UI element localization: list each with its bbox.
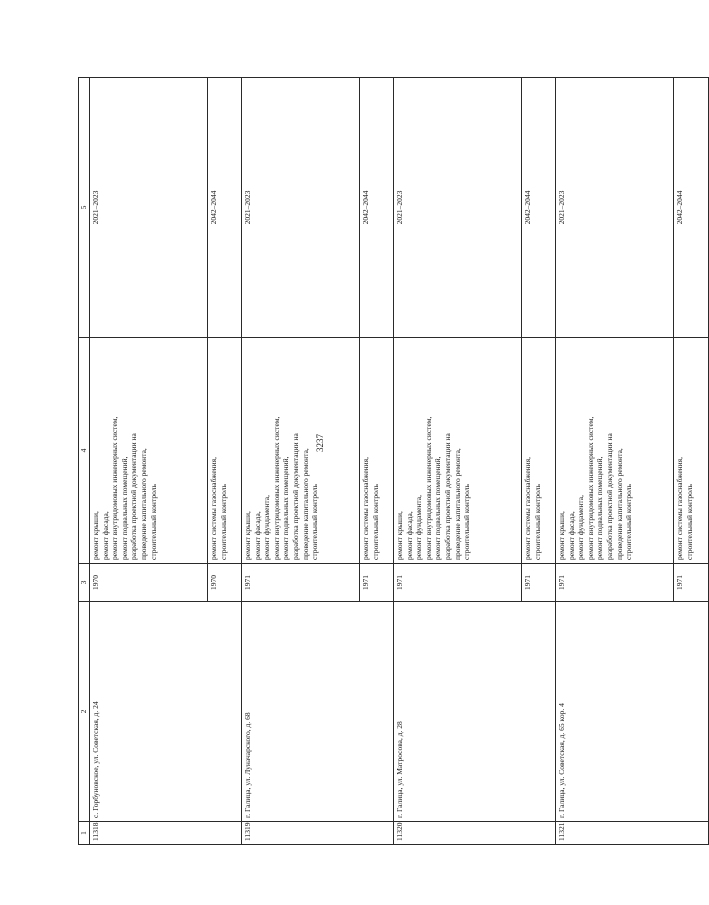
record-number: 11319. [242,822,394,845]
repair-work-item: разработка проектной документации на [129,433,139,560]
table-row [90,78,208,845]
repair-work-item: ремонт фасада, [566,511,576,560]
repair-work-item: проведение капитального ремонта, [300,448,310,560]
table-row [242,78,360,845]
repair-work-item: ремонт внутридомовых инженерных систем, [271,416,281,560]
repair-work-item: ремонт фундамента, [576,495,586,560]
repair-work-item: строительный контроль [370,484,380,560]
repair-work-item: проведение капитального ремонта, [452,448,462,560]
record-number: 11318. [90,822,242,845]
commissioning-year: 1970 [90,564,208,602]
repair-work-item: строительный контроль [684,484,694,560]
table-body [90,78,709,845]
repair-work-item: ремонт подвальных помещений, [281,456,291,560]
header-row [79,78,90,845]
column-header-4: 4 [79,338,90,564]
repair-work-item: ремонт фундамента, [262,495,272,560]
repair-work-item: ремонт фасада, [252,511,262,560]
record-address: г. Галица, ул. Матросова, д. 28 [394,602,556,822]
repair-work-item: ремонт системы газоснабжения, [209,456,218,560]
repair-works-list [208,338,242,564]
repair-work-item: ремонт внутридомовых инженерных систем, [423,416,433,560]
repair-works-list [90,338,208,564]
repair-works-list [556,338,674,564]
page-number: 3237 [315,434,325,452]
commissioning-year: 1970 [208,564,242,602]
repair-period: 2042–2044 [208,78,242,338]
repair-work-item: строительный контроль [218,484,228,560]
table-row [556,78,674,845]
repair-work-item: ремонт системы газоснабжения, [361,456,370,560]
repair-work-item: строительный контроль [310,484,320,560]
repair-works-list [360,338,394,564]
repair-work-item: ремонт фундамента, [414,495,424,560]
rotated-table-container [78,78,694,845]
repair-work-item: ремонт системы газоснабжения, [523,456,532,560]
repair-work-item: строительный контроль [148,484,158,560]
column-header-1: 1 [79,822,90,845]
record-address: с. Горбуновское, ул. Советская, д. 24 [90,602,242,822]
commissioning-year: 1971 [556,564,674,602]
document-table-area [78,78,694,845]
repair-work-item: ремонт крыши, [557,511,566,560]
repair-work-item: проведение капитального ремонта, [614,448,624,560]
repair-work-item: ремонт системы газоснабжения, [675,456,684,560]
repair-period: 2042–2044 [522,78,556,338]
commissioning-year: 1971 [522,564,556,602]
record-number: 11321. [556,822,709,845]
repair-works-list [522,338,556,564]
repair-work-item: проведение капитального ремонта, [138,448,148,560]
commissioning-year: 1971 [674,564,709,602]
column-header-2: 2 [79,602,90,822]
repair-works-list [394,338,522,564]
repair-work-item: ремонт крыши, [395,511,404,560]
repair-period: 2021–2023 [556,78,674,338]
repair-period: 2021–2023 [242,78,360,338]
record-number: 11320. [394,822,556,845]
repair-work-item: разработка проектной документации на [290,433,300,560]
repair-work-item: строительный контроль [462,484,472,560]
repair-work-item: ремонт крыши, [243,511,252,560]
repair-work-item: строительный контроль [532,484,542,560]
table-row [394,78,522,845]
repair-work-item: разработка проектной документации на [442,433,452,560]
repair-period: 2021–2023 [90,78,208,338]
capital-repair-table [78,77,709,845]
repair-work-item: ремонт фасада, [100,511,110,560]
repair-work-item: ремонт подвальных помещений, [119,456,129,560]
record-address: г. Галица, ул. Советская, д. 65 кор. 4 [556,602,709,822]
repair-work-item: ремонт внутридомовых инженерных систем, [585,416,595,560]
repair-work-item: строительный контроль [624,484,634,560]
record-address: г. Галица, ул. Луначарского, д. 68 [242,602,394,822]
repair-work-item: разработка проектной документации на [604,433,614,560]
repair-period: 2021–2023 [394,78,522,338]
column-header-5: 5 [79,78,90,338]
repair-works-list [674,338,709,564]
commissioning-year: 1971 [360,564,394,602]
repair-work-item: ремонт фасада, [404,511,414,560]
repair-period: 2042–2044 [360,78,394,338]
repair-works-list [242,338,360,564]
repair-work-item: ремонт подвальных помещений, [433,456,443,560]
commissioning-year: 1971 [394,564,522,602]
column-header-3: 3 [79,564,90,602]
commissioning-year: 1971 [242,564,360,602]
repair-work-item: ремонт внутридомовых инженерных систем, [110,416,120,560]
repair-work-item: ремонт крыши, [91,511,100,560]
repair-period: 2042–2044 [674,78,709,338]
repair-work-item: ремонт подвальных помещений, [595,456,605,560]
